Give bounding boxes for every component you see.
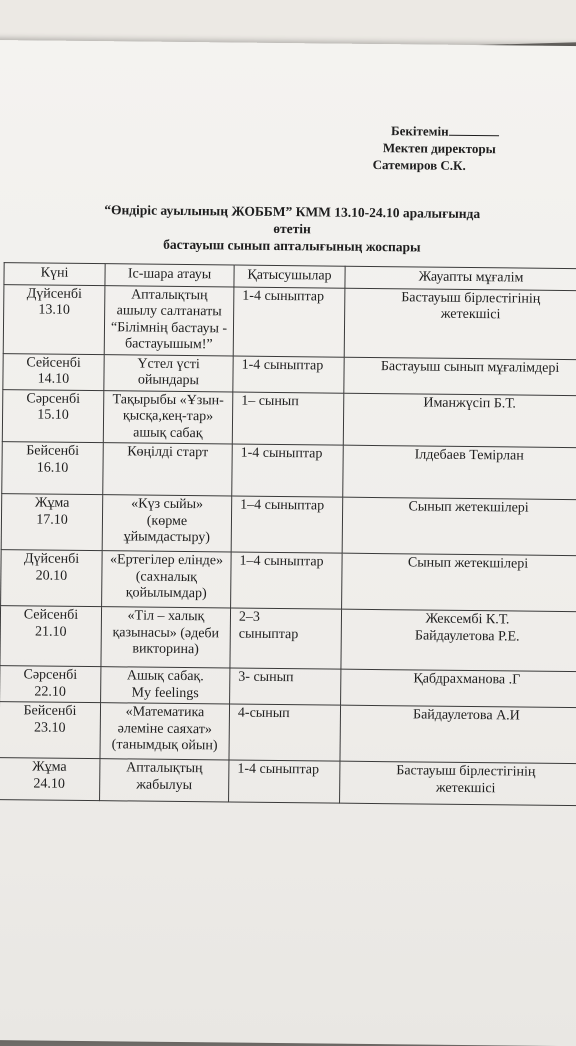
table-cell-participants	[232, 392, 344, 446]
table-cell-day	[2, 442, 104, 495]
cell-line: Қабдрахманова .Г	[413, 671, 521, 688]
cell-line: Бастауыш бірлестігінің	[401, 289, 541, 307]
cell-line: Сәрсенбі	[26, 390, 81, 407]
cell-line: 1–4 сыныптар	[240, 497, 325, 514]
cell-line: Жұма	[32, 759, 67, 775]
table-cell-responsible	[343, 445, 576, 500]
cell-line: “Білімнің бастауы -	[110, 319, 228, 336]
cell-line: (көрме	[146, 513, 188, 529]
cell-line: Сейсенбі	[26, 354, 81, 371]
signature-line	[449, 123, 499, 137]
schedule-table	[0, 262, 576, 806]
cell-line: бастауышым!”	[124, 336, 213, 353]
cell-line: ашылу салтанаты	[116, 303, 222, 320]
cell-line: 24.10	[33, 775, 66, 792]
title-line-3: бастауыш сынып апталығының жоспары	[163, 236, 421, 255]
cell-line: Сейсенбі	[23, 607, 79, 623]
table-row	[1, 550, 576, 612]
cell-line: жетекшісі	[435, 780, 496, 796]
cell-line: Бастауыш бірлестігінің	[396, 763, 536, 780]
table-cell-responsible	[341, 669, 576, 708]
table-cell-event	[103, 390, 233, 444]
approval-block	[367, 122, 568, 175]
cell-line: жетекшісі	[440, 306, 501, 323]
table-row	[0, 666, 576, 708]
cell-line: «Тіл – халық	[127, 608, 205, 625]
table-cell-day	[0, 606, 102, 667]
table-row	[2, 442, 576, 500]
cell-line: Сынып жетекшілері	[408, 499, 529, 516]
cell-line: Көңілді старт	[127, 444, 209, 461]
table-cell-participants	[233, 287, 345, 357]
cell-line: қазынасы» (әдеби	[112, 624, 220, 641]
table-row	[2, 389, 576, 448]
cell-line: (танымдық ойын)	[111, 737, 218, 754]
table-cell-day	[0, 666, 101, 703]
table-cell-day	[3, 284, 105, 354]
table-cell-participants	[231, 496, 343, 553]
cell-line: ойындары	[137, 372, 200, 389]
table-row	[1, 494, 576, 556]
approval-label: Бекітемін	[390, 123, 449, 139]
header-participants: Қатысушылар	[234, 265, 345, 288]
cell-line: қысқа,кең-тар»	[122, 408, 214, 425]
table-cell-responsible	[342, 497, 576, 556]
header-responsible: Жауапты мұғалім	[345, 266, 576, 290]
cell-line: ашық сабақ	[133, 424, 203, 441]
table-cell-event	[100, 759, 229, 802]
header-day: Күні	[4, 263, 105, 286]
table-cell-responsible	[340, 761, 576, 806]
cell-line: Дүйсенбі	[23, 551, 80, 567]
cell-line: Сынып жетекшілері	[407, 555, 529, 572]
table-cell-participants	[230, 668, 341, 705]
cell-line: Апталықтың	[126, 760, 203, 777]
cell-line: 16.10	[36, 459, 69, 476]
cell-line: 13.10	[38, 302, 71, 318]
cell-line: (сахналық	[135, 569, 198, 585]
table-cell-day	[3, 353, 104, 390]
table-cell-day	[2, 389, 104, 443]
cell-line: қойылымдар)	[125, 585, 207, 602]
cell-line: 14.10	[37, 371, 70, 387]
table-row	[3, 284, 576, 359]
table-cell-day	[0, 702, 101, 759]
document-title	[52, 201, 533, 257]
cell-line: 3- сынып	[238, 669, 294, 686]
cell-line: Жұма	[34, 495, 70, 511]
cell-line: Сәрсенбі	[23, 667, 78, 683]
table-cell-participants	[230, 608, 342, 669]
cell-line: викторина)	[132, 641, 199, 658]
cell-line: 21.10	[34, 623, 67, 640]
cell-line: 1-4 сыныптар	[241, 357, 324, 373]
cell-line: 4-сынып	[237, 705, 290, 722]
cell-line: 2–3	[238, 609, 261, 625]
table-cell-participants	[233, 356, 344, 393]
table-row	[0, 606, 576, 672]
cell-line: 1-4 сыныптар	[242, 288, 325, 304]
table-cell-responsible	[340, 705, 576, 764]
table-cell-responsible	[342, 553, 576, 612]
header-event: Іс-шара атауы	[105, 264, 234, 287]
title-line-2: өтетін	[273, 220, 311, 237]
table-cell-event	[102, 551, 232, 608]
cell-line: Апталықтың	[131, 286, 208, 303]
cell-line: жабылуы	[136, 777, 193, 793]
table-cell-participants	[231, 552, 343, 609]
table-row	[0, 758, 576, 806]
cell-line: 1– сынып	[241, 393, 299, 409]
cell-line: Ілдебаев Темірлан	[414, 447, 524, 464]
table-cell-participants	[232, 444, 344, 497]
table-row	[3, 353, 576, 395]
cell-line: «Күз сыйы»	[131, 496, 204, 513]
cell-line: «Математика	[125, 704, 205, 721]
cell-line: 22.10	[34, 683, 67, 700]
cell-line: Үстел үсті	[137, 356, 200, 372]
cell-line: 1-4 сыныптар	[237, 761, 320, 778]
cell-line: Тақырыбы «Ұзын-	[112, 391, 224, 408]
cell-line: Дүйсенбі	[26, 285, 83, 302]
cell-line: Байдаулетова А.И	[413, 707, 520, 724]
table-cell-event	[104, 285, 234, 355]
table-cell-day	[1, 550, 103, 607]
cell-line: My feelings	[131, 684, 199, 701]
cell-line: 1-4 сыныптар	[240, 445, 323, 462]
cell-line: Бейсенбі	[23, 703, 77, 719]
table-cell-day	[1, 494, 103, 551]
table-cell-event	[103, 443, 233, 496]
cell-line: сыныптар	[238, 626, 299, 642]
table-cell-responsible	[343, 393, 576, 448]
table-cell-event	[102, 495, 232, 552]
cell-line: әлеміне саяхат»	[117, 720, 212, 737]
cell-line: Ашық сабақ.	[126, 668, 204, 685]
cell-line: Жексембі К.Т.	[425, 611, 510, 628]
title-line-1: “Өндіріс ауылының ЖОББМ” КММ 13.10-24.10 аралығында	[104, 202, 481, 222]
cell-line: 23.10	[33, 719, 66, 736]
table-cell-responsible	[341, 609, 576, 672]
cell-line: 15.10	[37, 407, 69, 423]
table-cell-event	[101, 607, 231, 668]
cell-line: Бейсенбі	[26, 443, 80, 459]
table-cell-participants	[229, 704, 341, 761]
table-cell-responsible	[344, 357, 576, 396]
table-cell-event	[104, 354, 233, 391]
cell-line: «Ертегілер елінде»	[110, 552, 224, 569]
table-body	[0, 284, 576, 806]
cell-line: Бастауыш сынып мұғалімдері	[380, 358, 560, 376]
document-page	[0, 40, 576, 1046]
director-title: Мектеп директоры	[382, 140, 496, 157]
cell-line: 17.10	[36, 511, 68, 528]
director-name: Сатемиров С.К.	[372, 156, 466, 173]
cell-line: Байдаулетова Р.Е.	[414, 627, 520, 645]
table-cell-day	[0, 758, 100, 801]
cell-line: ұйымдастыру)	[123, 529, 211, 546]
cell-line: Иманжүсіп Б.Т.	[423, 395, 517, 411]
table-row	[0, 702, 576, 764]
table-cell-responsible	[344, 288, 576, 360]
table-cell-event	[100, 703, 230, 760]
cell-line: 1–4 сыныптар	[239, 553, 324, 570]
table-cell-participants	[229, 760, 340, 803]
cell-line: 20.10	[35, 567, 68, 584]
table-cell-event	[101, 667, 230, 704]
